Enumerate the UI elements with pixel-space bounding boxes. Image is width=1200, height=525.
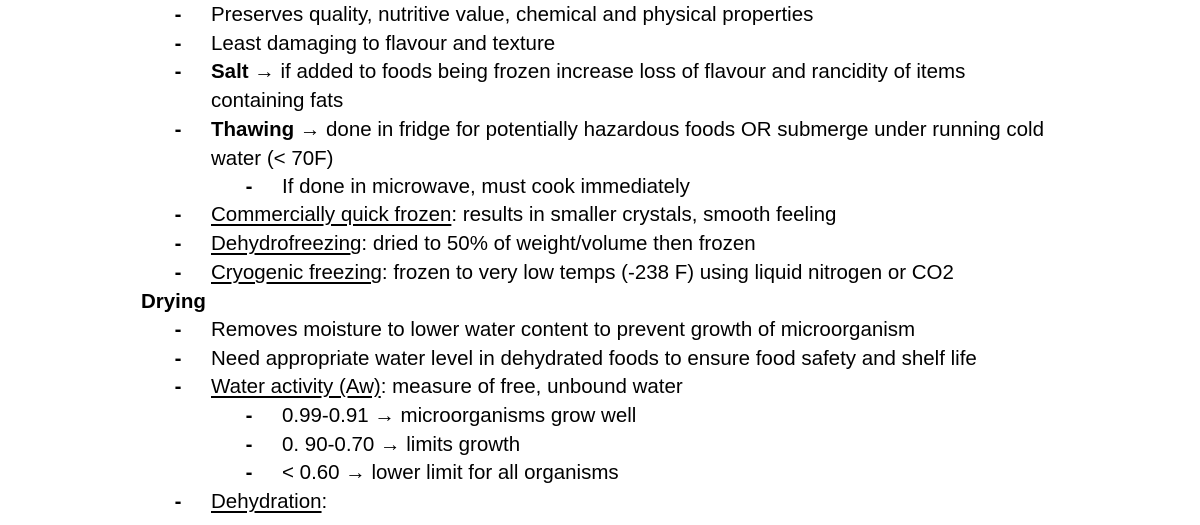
item-text: : results in smaller crystals, smooth feeling (451, 203, 837, 226)
section-heading-drying: Drying (141, 290, 206, 313)
item-term: Commercially quick frozen (211, 203, 452, 226)
list-item (211, 373, 1091, 402)
item-text: Preserves quality, nutritive value, chemical and physical properties (211, 3, 814, 26)
item-term: Dehydrofreezing (211, 232, 362, 255)
bullet-dash: - (245, 175, 253, 198)
bullet-dash: - (245, 404, 253, 427)
list-item (211, 30, 1091, 59)
item-text: 0. 90-0.70 → limits growth (282, 433, 521, 456)
bullet-dash: - (174, 3, 182, 26)
list-item (282, 402, 1162, 431)
list-item (282, 459, 1162, 488)
item-term: Water activity (Aw) (211, 375, 381, 398)
list-item (211, 345, 1091, 374)
list-item (211, 201, 1091, 230)
item-text: → if added to foods being frozen increase loss of flavour and rancidity of items containing fats (211, 60, 966, 112)
bullet-dash: - (174, 318, 182, 341)
item-text: If done in microwave, must cook immediately (282, 175, 690, 198)
list-item (211, 1, 1091, 30)
item-text: Least damaging to flavour and texture (211, 32, 556, 55)
list-item (211, 488, 1091, 517)
list-item (211, 230, 1091, 259)
bullet-dash: - (245, 461, 253, 484)
item-text: → done in fridge for potentially hazardous foods OR submerge under running cold water (< 70F) (211, 118, 1044, 170)
bullet-dash: - (174, 118, 182, 141)
list-item-salt (211, 58, 1041, 115)
list-item (211, 259, 1091, 288)
bullet-dash: - (174, 347, 182, 370)
bullet-dash: - (174, 232, 182, 255)
item-text: Removes moisture to lower water content to prevent growth of microorganism (211, 318, 916, 341)
list-item-thawing (211, 116, 1051, 173)
item-text: : measure of free, unbound water (380, 375, 683, 398)
list-item (282, 431, 1162, 460)
item-text: 0.99-0.91 → microorganisms grow well (282, 404, 637, 427)
item-term: Salt (211, 60, 249, 83)
item-text: Need appropriate water level in dehydrated foods to ensure food safety and shelf life (211, 347, 977, 370)
bullet-dash: - (174, 375, 182, 398)
item-text: : (321, 490, 328, 513)
bullet-dash: - (245, 433, 253, 456)
bullet-dash: - (174, 203, 182, 226)
item-term: Dehydration (211, 490, 322, 513)
item-term: Thawing (211, 118, 295, 141)
item-term: Cryogenic freezing (211, 261, 382, 284)
item-text: < 0.60 → lower limit for all organisms (282, 461, 619, 484)
list-item (211, 316, 1091, 345)
list-item (282, 173, 1162, 202)
bullet-dash: - (174, 490, 182, 513)
item-text: : dried to 50% of weight/volume then frozen (361, 232, 756, 255)
bullet-dash: - (174, 261, 182, 284)
bullet-dash: - (174, 32, 182, 55)
item-text: : frozen to very low temps (-238 F) using liquid nitrogen or CO2 (381, 261, 954, 284)
bullet-dash: - (174, 60, 182, 83)
